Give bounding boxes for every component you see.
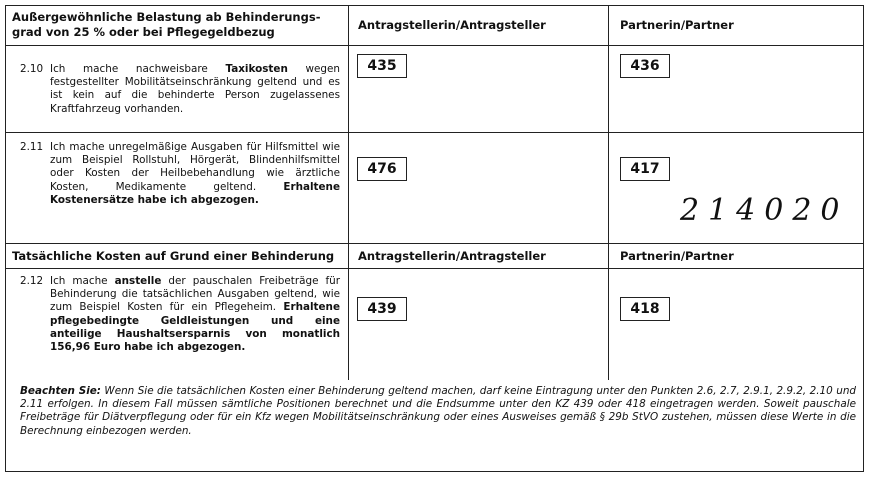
note-text: Wenn Sie die tatsächlichen Kosten einer Behinderung geltend machen, darf keine Eintragung unter den Punkten 2.6, 2.7, 2.9.1, 2.9.2, 2.10 und 2.11 erfolgen. In diesem Fall müssen sämtliche Positionen berechnet und die Endsumme unter den KZ 439 oder 418 eingetragen werden. Soweit pauschale Freibeträge für Diätverpflegung oder für ein Kfz wegen Mobilitätseinschränkung oder eines Ausweises gemäß § 29b StVO zustehen, müssen diese Werte in die Berechnung einbezogen werden. xyxy=(20,385,856,437)
kz-476-field[interactable]: 476 xyxy=(357,157,407,181)
divider xyxy=(5,45,864,46)
item-text xyxy=(50,275,340,354)
column-header-applicant: Antragstellerin/Antragsteller xyxy=(358,249,546,263)
kz-417-field[interactable]: 417 xyxy=(620,157,670,181)
text: wegen festgestellter Mobilitätseinschränkung geltend und es ist kein auf die behinderte Person zugelassenes Kraftfahrzeug vorhanden. xyxy=(50,63,340,115)
item-text xyxy=(50,63,340,116)
item-text xyxy=(50,141,340,207)
text: der pauschalen Freibeträge für Behinderung die tatsächlichen Ausgaben geltend, wie zum Beispiel Kosten für ein Pflegeheim. xyxy=(50,275,340,314)
text-bold: Taxikosten xyxy=(225,63,288,75)
text-bold: anstelle xyxy=(114,275,162,287)
text-bold: Erhaltene pflegebedingte Geldleistungen und eine anteilige Haushaltsersparnis von monatlich 156,96 Euro habe ich abgezogen. xyxy=(50,301,340,354)
item-2-11 xyxy=(20,141,340,207)
column-divider xyxy=(348,5,349,380)
column-divider xyxy=(608,5,609,380)
text: Ich mache xyxy=(50,275,115,287)
divider xyxy=(5,132,864,133)
section-title-line: Außergewöhnliche Belastung ab Behinderungs- xyxy=(12,10,321,24)
kz-435-field[interactable]: 435 xyxy=(357,54,407,78)
section-title xyxy=(12,10,342,40)
handwritten-amount: 214020 xyxy=(680,193,849,228)
item-number: 2.11 xyxy=(20,141,44,153)
kz-436-field[interactable]: 436 xyxy=(620,54,670,78)
note-label: Beachten Sie: xyxy=(20,385,101,397)
item-number: 2.12 xyxy=(20,275,44,287)
section-title-line: grad von 25 % oder bei Pflegegeldbezug xyxy=(12,25,275,39)
section-title: Tatsächliche Kosten auf Grund einer Behinderung xyxy=(12,249,335,263)
item-number: 2.10 xyxy=(20,63,44,75)
text-bold: Erhaltene Kostenersätze habe ich abgezogen. xyxy=(50,180,340,206)
item-2-10 xyxy=(20,63,340,116)
divider xyxy=(5,268,864,269)
text: Ich mache nachweisbare xyxy=(50,63,226,75)
divider xyxy=(5,243,864,244)
text: Ich mache unregelmäßige Ausgaben für Hilfsmittel wie zum Beispiel Rollstuhl, Hörgerät, Blindenhilfsmittel oder Kosten der Heilbebehandlung wie ärztliche Kosten, Medikamente geltend. xyxy=(50,141,340,193)
item-2-12 xyxy=(20,275,340,354)
column-header-partner: Partnerin/Partner xyxy=(620,18,734,32)
column-header-applicant: Antragstellerin/Antragsteller xyxy=(358,18,546,32)
column-header-partner: Partnerin/Partner xyxy=(620,249,734,263)
note xyxy=(20,385,856,438)
kz-439-field[interactable]: 439 xyxy=(357,297,407,321)
kz-418-field[interactable]: 418 xyxy=(620,297,670,321)
